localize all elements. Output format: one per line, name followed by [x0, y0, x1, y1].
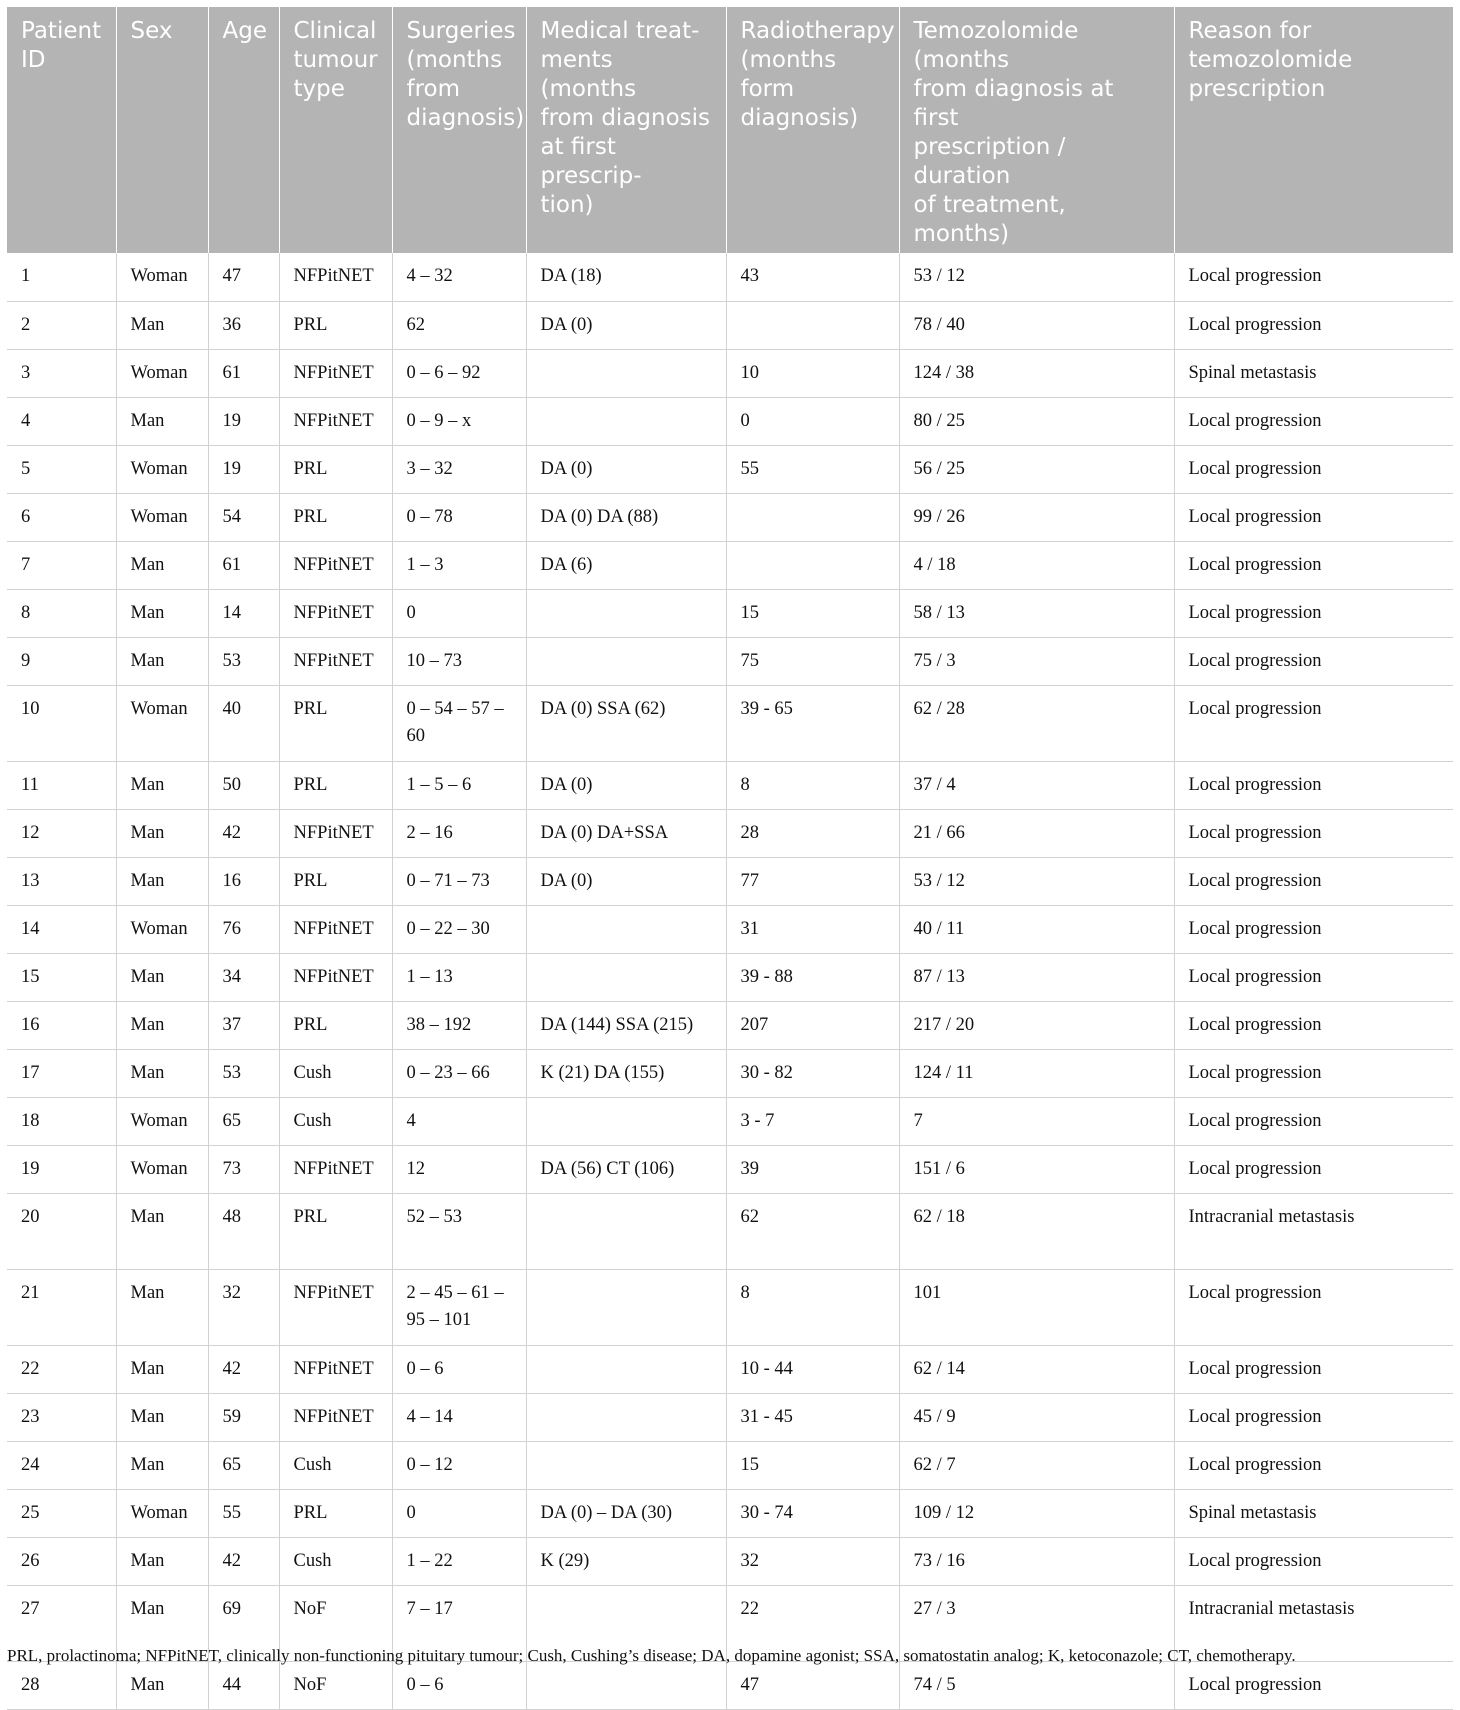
cell-tumour-type: NFPitNET	[279, 1145, 392, 1193]
cell-temozolomide: 217 / 20	[899, 1001, 1174, 1049]
cell-medical-treatments: DA (56) CT (106)	[526, 1145, 726, 1193]
cell-reason: Local progression	[1174, 493, 1453, 541]
cell-patient-id: 4	[7, 397, 116, 445]
cell-sex: Woman	[116, 1145, 208, 1193]
cell-tumour-type: NFPitNET	[279, 637, 392, 685]
cell-age: 59	[208, 1393, 279, 1441]
cell-age: 32	[208, 1269, 279, 1345]
cell-medical-treatments: DA (6)	[526, 541, 726, 589]
cell-age: 53	[208, 1049, 279, 1097]
cell-sex: Man	[116, 1193, 208, 1269]
cell-medical-treatments	[526, 637, 726, 685]
cell-temozolomide: 62 / 14	[899, 1345, 1174, 1393]
cell-sex: Man	[116, 953, 208, 1001]
cell-reason: Intracranial metastasis	[1174, 1193, 1453, 1269]
header-surgeries: Surgeries (months from diagnosis)	[392, 7, 526, 253]
table-row	[7, 1489, 1453, 1537]
cell-tumour-type: NFPitNET	[279, 397, 392, 445]
table-row	[7, 253, 1453, 301]
cell-medical-treatments: DA (0) SSA (62)	[526, 685, 726, 761]
cell-reason: Local progression	[1174, 301, 1453, 349]
cell-reason: Local progression	[1174, 1537, 1453, 1585]
cell-patient-id: 11	[7, 761, 116, 809]
cell-radiotherapy: 10 - 44	[726, 1345, 899, 1393]
cell-reason: Local progression	[1174, 1661, 1453, 1709]
cell-temozolomide: 56 / 25	[899, 445, 1174, 493]
cell-tumour-type: Cush	[279, 1441, 392, 1489]
cell-age: 55	[208, 1489, 279, 1537]
table-row	[7, 1145, 1453, 1193]
cell-age: 54	[208, 493, 279, 541]
cell-tumour-type: PRL	[279, 761, 392, 809]
cell-sex: Man	[116, 1661, 208, 1709]
cell-patient-id: 17	[7, 1049, 116, 1097]
cell-radiotherapy	[726, 541, 899, 589]
cell-age: 61	[208, 349, 279, 397]
cell-sex: Man	[116, 397, 208, 445]
cell-temozolomide: 151 / 6	[899, 1145, 1174, 1193]
cell-patient-id: 22	[7, 1345, 116, 1393]
cell-reason: Local progression	[1174, 1049, 1453, 1097]
cell-patient-id: 20	[7, 1193, 116, 1269]
cell-reason: Local progression	[1174, 1001, 1453, 1049]
cell-sex: Woman	[116, 445, 208, 493]
cell-temozolomide: 87 / 13	[899, 953, 1174, 1001]
cell-age: 65	[208, 1097, 279, 1145]
cell-age: 65	[208, 1441, 279, 1489]
cell-temozolomide: 74 / 5	[899, 1661, 1174, 1709]
cell-tumour-type: NFPitNET	[279, 1345, 392, 1393]
cell-surgeries: 0 – 9 – x	[392, 397, 526, 445]
table-row	[7, 905, 1453, 953]
cell-radiotherapy: 30 - 74	[726, 1489, 899, 1537]
cell-sex: Man	[116, 857, 208, 905]
cell-sex: Man	[116, 637, 208, 685]
cell-surgeries: 10 – 73	[392, 637, 526, 685]
cell-tumour-type: NFPitNET	[279, 1393, 392, 1441]
cell-age: 37	[208, 1001, 279, 1049]
cell-age: 44	[208, 1661, 279, 1709]
cell-medical-treatments: DA (0) DA (88)	[526, 493, 726, 541]
cell-tumour-type: Cush	[279, 1537, 392, 1585]
table-row	[7, 1441, 1453, 1489]
cell-tumour-type: NFPitNET	[279, 253, 392, 301]
cell-reason: Local progression	[1174, 397, 1453, 445]
table-row	[7, 1097, 1453, 1145]
cell-temozolomide: 73 / 16	[899, 1537, 1174, 1585]
table-row	[7, 1393, 1453, 1441]
cell-patient-id: 24	[7, 1441, 116, 1489]
cell-tumour-type: NFPitNET	[279, 809, 392, 857]
cell-temozolomide: 62 / 28	[899, 685, 1174, 761]
cell-temozolomide: 101	[899, 1269, 1174, 1345]
cell-surgeries: 12	[392, 1145, 526, 1193]
table-row	[7, 637, 1453, 685]
cell-medical-treatments	[526, 905, 726, 953]
cell-radiotherapy: 28	[726, 809, 899, 857]
cell-temozolomide: 62 / 18	[899, 1193, 1174, 1269]
cell-patient-id: 9	[7, 637, 116, 685]
cell-patient-id: 21	[7, 1269, 116, 1345]
cell-medical-treatments: DA (0) DA+SSA	[526, 809, 726, 857]
cell-reason: Local progression	[1174, 1393, 1453, 1441]
cell-radiotherapy: 8	[726, 761, 899, 809]
header-temozolomide: Temozolomide (months from diagnosis at first prescription / duration of treatment, months)	[899, 7, 1174, 253]
cell-temozolomide: 27 / 3	[899, 1585, 1174, 1661]
cell-radiotherapy: 31 - 45	[726, 1393, 899, 1441]
cell-medical-treatments	[526, 1345, 726, 1393]
cell-age: 40	[208, 685, 279, 761]
cell-radiotherapy: 15	[726, 1441, 899, 1489]
cell-radiotherapy: 77	[726, 857, 899, 905]
cell-temozolomide: 53 / 12	[899, 253, 1174, 301]
cell-age: 16	[208, 857, 279, 905]
cell-surgeries: 0 – 71 – 73	[392, 857, 526, 905]
cell-tumour-type: NFPitNET	[279, 589, 392, 637]
cell-reason: Local progression	[1174, 253, 1453, 301]
cell-surgeries: 1 – 3	[392, 541, 526, 589]
cell-medical-treatments: DA (0)	[526, 301, 726, 349]
cell-radiotherapy: 30 - 82	[726, 1049, 899, 1097]
cell-medical-treatments	[526, 1393, 726, 1441]
cell-radiotherapy: 10	[726, 349, 899, 397]
cell-age: 14	[208, 589, 279, 637]
cell-patient-id: 8	[7, 589, 116, 637]
cell-patient-id: 6	[7, 493, 116, 541]
cell-surgeries: 0 – 23 – 66	[392, 1049, 526, 1097]
cell-surgeries: 38 – 192	[392, 1001, 526, 1049]
cell-patient-id: 28	[7, 1661, 116, 1709]
cell-age: 48	[208, 1193, 279, 1269]
cell-temozolomide: 124 / 38	[899, 349, 1174, 397]
cell-reason: Local progression	[1174, 637, 1453, 685]
cell-patient-id: 3	[7, 349, 116, 397]
cell-tumour-type: NFPitNET	[279, 541, 392, 589]
cell-patient-id: 14	[7, 905, 116, 953]
header-age: Age	[208, 7, 279, 253]
cell-temozolomide: 58 / 13	[899, 589, 1174, 637]
cell-patient-id: 10	[7, 685, 116, 761]
table-row	[7, 493, 1453, 541]
table-row	[7, 1269, 1453, 1345]
cell-medical-treatments: K (21) DA (155)	[526, 1049, 726, 1097]
cell-tumour-type: PRL	[279, 1001, 392, 1049]
cell-medical-treatments	[526, 1193, 726, 1269]
cell-reason: Spinal metastasis	[1174, 1489, 1453, 1537]
cell-patient-id: 27	[7, 1585, 116, 1661]
cell-radiotherapy: 62	[726, 1193, 899, 1269]
cell-patient-id: 18	[7, 1097, 116, 1145]
cell-patient-id: 19	[7, 1145, 116, 1193]
cell-surgeries: 4 – 32	[392, 253, 526, 301]
cell-sex: Man	[116, 1393, 208, 1441]
cell-patient-id: 7	[7, 541, 116, 589]
cell-radiotherapy: 15	[726, 589, 899, 637]
cell-reason: Local progression	[1174, 1097, 1453, 1145]
header-medical-treatments: Medical treat- ments (months from diagnosis at first prescrip- tion)	[526, 7, 726, 253]
cell-sex: Man	[116, 541, 208, 589]
table-row	[7, 685, 1453, 761]
cell-tumour-type: PRL	[279, 685, 392, 761]
cell-tumour-type: PRL	[279, 445, 392, 493]
cell-reason: Intracranial metastasis	[1174, 1585, 1453, 1661]
cell-patient-id: 23	[7, 1393, 116, 1441]
cell-surgeries: 0 – 22 – 30	[392, 905, 526, 953]
cell-radiotherapy	[726, 301, 899, 349]
cell-reason: Local progression	[1174, 857, 1453, 905]
cell-radiotherapy: 3 - 7	[726, 1097, 899, 1145]
cell-patient-id: 25	[7, 1489, 116, 1537]
table-row	[7, 445, 1453, 493]
cell-sex: Woman	[116, 349, 208, 397]
cell-reason: Local progression	[1174, 1269, 1453, 1345]
table-row	[7, 1193, 1453, 1269]
cell-surgeries: 4 – 14	[392, 1393, 526, 1441]
cell-surgeries: 2 – 16	[392, 809, 526, 857]
table-row	[7, 1001, 1453, 1049]
cell-medical-treatments	[526, 349, 726, 397]
cell-patient-id: 5	[7, 445, 116, 493]
cell-tumour-type: PRL	[279, 493, 392, 541]
cell-temozolomide: 7	[899, 1097, 1174, 1145]
cell-tumour-type: PRL	[279, 1193, 392, 1269]
cell-temozolomide: 45 / 9	[899, 1393, 1174, 1441]
cell-patient-id: 15	[7, 953, 116, 1001]
cell-medical-treatments	[526, 589, 726, 637]
cell-medical-treatments: DA (18)	[526, 253, 726, 301]
cell-medical-treatments	[526, 953, 726, 1001]
cell-age: 19	[208, 397, 279, 445]
table-row	[7, 589, 1453, 637]
cell-age: 53	[208, 637, 279, 685]
table-body	[7, 253, 1453, 1709]
cell-sex: Man	[116, 1585, 208, 1661]
cell-tumour-type: NFPitNET	[279, 905, 392, 953]
cell-age: 34	[208, 953, 279, 1001]
cell-tumour-type: NoF	[279, 1661, 392, 1709]
cell-temozolomide: 75 / 3	[899, 637, 1174, 685]
cell-reason: Local progression	[1174, 1145, 1453, 1193]
cell-temozolomide: 99 / 26	[899, 493, 1174, 541]
cell-medical-treatments: DA (144) SSA (215)	[526, 1001, 726, 1049]
cell-reason: Local progression	[1174, 1345, 1453, 1393]
table-row	[7, 1661, 1453, 1709]
cell-surgeries: 1 – 13	[392, 953, 526, 1001]
cell-surgeries: 0	[392, 589, 526, 637]
cell-reason: Local progression	[1174, 445, 1453, 493]
cell-temozolomide: 62 / 7	[899, 1441, 1174, 1489]
cell-surgeries: 0 – 6 – 92	[392, 349, 526, 397]
cell-medical-treatments	[526, 1441, 726, 1489]
cell-reason: Local progression	[1174, 1441, 1453, 1489]
cell-reason: Local progression	[1174, 809, 1453, 857]
cell-sex: Woman	[116, 905, 208, 953]
cell-radiotherapy: 39 - 65	[726, 685, 899, 761]
cell-age: 73	[208, 1145, 279, 1193]
cell-tumour-type: PRL	[279, 857, 392, 905]
cell-patient-id: 13	[7, 857, 116, 905]
cell-tumour-type: PRL	[279, 301, 392, 349]
table-row	[7, 541, 1453, 589]
cell-sex: Man	[116, 1001, 208, 1049]
cell-sex: Woman	[116, 1489, 208, 1537]
cell-surgeries: 3 – 32	[392, 445, 526, 493]
cell-reason: Local progression	[1174, 541, 1453, 589]
cell-temozolomide: 21 / 66	[899, 809, 1174, 857]
cell-radiotherapy: 0	[726, 397, 899, 445]
cell-temozolomide: 109 / 12	[899, 1489, 1174, 1537]
cell-reason: Local progression	[1174, 761, 1453, 809]
cell-radiotherapy: 8	[726, 1269, 899, 1345]
cell-radiotherapy: 32	[726, 1537, 899, 1585]
cell-sex: Man	[116, 1269, 208, 1345]
cell-medical-treatments	[526, 1661, 726, 1709]
cell-temozolomide: 53 / 12	[899, 857, 1174, 905]
cell-age: 42	[208, 1345, 279, 1393]
cell-reason: Local progression	[1174, 905, 1453, 953]
table-row	[7, 1345, 1453, 1393]
cell-sex: Woman	[116, 493, 208, 541]
table-row	[7, 1537, 1453, 1585]
table-row	[7, 1049, 1453, 1097]
table-row	[7, 809, 1453, 857]
cell-medical-treatments	[526, 397, 726, 445]
cell-sex: Man	[116, 1049, 208, 1097]
cell-patient-id: 12	[7, 809, 116, 857]
cell-temozolomide: 80 / 25	[899, 397, 1174, 445]
table-row	[7, 301, 1453, 349]
cell-patient-id: 1	[7, 253, 116, 301]
header-clinical-tumour-type: Clinical tumour type	[279, 7, 392, 253]
cell-surgeries: 1 – 5 – 6	[392, 761, 526, 809]
cell-sex: Man	[116, 761, 208, 809]
cell-tumour-type: Cush	[279, 1097, 392, 1145]
cell-radiotherapy: 31	[726, 905, 899, 953]
cell-radiotherapy: 47	[726, 1661, 899, 1709]
cell-tumour-type: Cush	[279, 1049, 392, 1097]
cell-age: 76	[208, 905, 279, 953]
cell-radiotherapy	[726, 493, 899, 541]
cell-radiotherapy: 55	[726, 445, 899, 493]
cell-tumour-type: PRL	[279, 1489, 392, 1537]
header-radiotherapy: Radiotherapy (months form diagnosis)	[726, 7, 899, 253]
cell-medical-treatments: K (29)	[526, 1537, 726, 1585]
cell-temozolomide: 124 / 11	[899, 1049, 1174, 1097]
cell-radiotherapy: 43	[726, 253, 899, 301]
cell-tumour-type: NFPitNET	[279, 1269, 392, 1345]
cell-sex: Man	[116, 1345, 208, 1393]
cell-radiotherapy: 207	[726, 1001, 899, 1049]
header-reason: Reason for temozolomide prescription	[1174, 7, 1453, 253]
cell-reason: Local progression	[1174, 953, 1453, 1001]
cell-temozolomide: 37 / 4	[899, 761, 1174, 809]
cell-radiotherapy: 39	[726, 1145, 899, 1193]
cell-radiotherapy: 39 - 88	[726, 953, 899, 1001]
cell-reason: Local progression	[1174, 589, 1453, 637]
table-container	[7, 7, 1453, 1710]
cell-patient-id: 16	[7, 1001, 116, 1049]
patient-table	[7, 7, 1453, 1710]
cell-reason: Local progression	[1174, 685, 1453, 761]
cell-reason: Spinal metastasis	[1174, 349, 1453, 397]
header-sex: Sex	[116, 7, 208, 253]
table-row	[7, 857, 1453, 905]
cell-patient-id: 2	[7, 301, 116, 349]
cell-age: 69	[208, 1585, 279, 1661]
cell-radiotherapy: 22	[726, 1585, 899, 1661]
cell-sex: Man	[116, 809, 208, 857]
header-patient-id: Patient ID	[7, 7, 116, 253]
table-row	[7, 397, 1453, 445]
cell-medical-treatments	[526, 1097, 726, 1145]
cell-age: 36	[208, 301, 279, 349]
cell-age: 19	[208, 445, 279, 493]
cell-age: 50	[208, 761, 279, 809]
cell-surgeries: 4	[392, 1097, 526, 1145]
cell-medical-treatments: DA (0)	[526, 761, 726, 809]
cell-sex: Woman	[116, 253, 208, 301]
table-row	[7, 349, 1453, 397]
cell-surgeries: 1 – 22	[392, 1537, 526, 1585]
cell-tumour-type: NoF	[279, 1585, 392, 1661]
cell-temozolomide: 40 / 11	[899, 905, 1174, 953]
cell-surgeries: 0	[392, 1489, 526, 1537]
cell-surgeries: 2 – 45 – 61 – 95 – 101	[392, 1269, 526, 1345]
cell-surgeries: 0 – 78	[392, 493, 526, 541]
cell-surgeries: 0 – 6	[392, 1345, 526, 1393]
cell-surgeries: 0 – 54 – 57 – 60	[392, 685, 526, 761]
cell-temozolomide: 4 / 18	[899, 541, 1174, 589]
cell-surgeries: 62	[392, 301, 526, 349]
cell-sex: Woman	[116, 685, 208, 761]
table-header	[7, 7, 1453, 253]
cell-surgeries: 0 – 12	[392, 1441, 526, 1489]
cell-temozolomide: 78 / 40	[899, 301, 1174, 349]
cell-surgeries: 7 – 17	[392, 1585, 526, 1661]
cell-medical-treatments: DA (0)	[526, 857, 726, 905]
cell-age: 42	[208, 1537, 279, 1585]
cell-sex: Man	[116, 589, 208, 637]
cell-sex: Man	[116, 1537, 208, 1585]
cell-medical-treatments: DA (0)	[526, 445, 726, 493]
cell-sex: Man	[116, 301, 208, 349]
cell-age: 61	[208, 541, 279, 589]
cell-surgeries: 0 – 6	[392, 1661, 526, 1709]
footnote: PRL, prolactinoma; NFPitNET, clinically non-functioning pituitary tumour; Cush, Cushing’s disease; DA, dopamine agonist; SSA, somatostatin analog; K, ketoconazole; CT, chemotherapy.	[7, 1646, 1296, 1665]
cell-medical-treatments: DA (0) – DA (30)	[526, 1489, 726, 1537]
cell-sex: Woman	[116, 1097, 208, 1145]
cell-age: 42	[208, 809, 279, 857]
cell-patient-id: 26	[7, 1537, 116, 1585]
cell-tumour-type: NFPitNET	[279, 349, 392, 397]
cell-age: 47	[208, 253, 279, 301]
cell-surgeries: 52 – 53	[392, 1193, 526, 1269]
cell-medical-treatments	[526, 1269, 726, 1345]
table-row	[7, 761, 1453, 809]
cell-radiotherapy: 75	[726, 637, 899, 685]
cell-sex: Man	[116, 1441, 208, 1489]
table-row	[7, 953, 1453, 1001]
cell-tumour-type: NFPitNET	[279, 953, 392, 1001]
